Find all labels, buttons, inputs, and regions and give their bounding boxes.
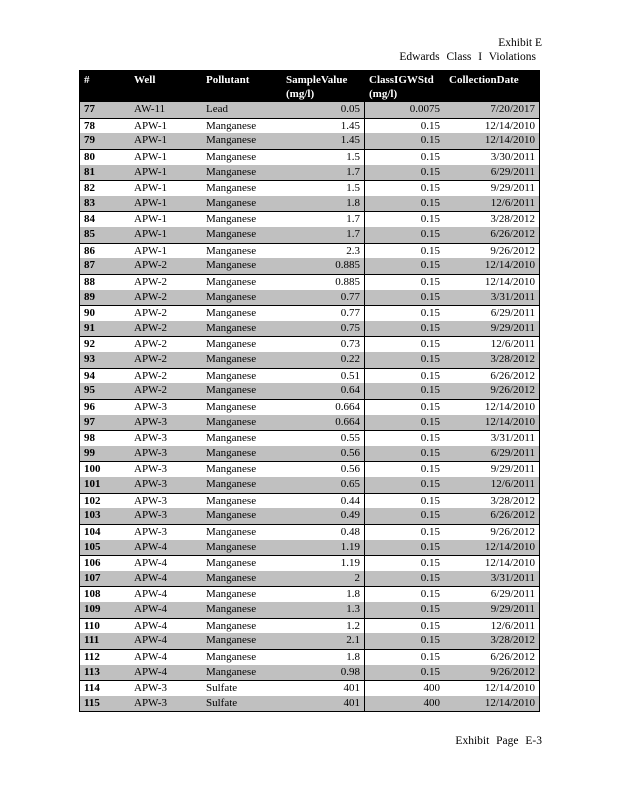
table-row	[80, 321, 539, 337]
collection-date: 3/30/2011	[490, 150, 535, 163]
table-row	[80, 540, 539, 556]
well-name: APW-1	[134, 150, 167, 163]
collection-date: 12/6/2011	[490, 478, 535, 490]
well-name: APW-2	[134, 307, 167, 320]
table-row	[80, 477, 539, 493]
class-std: 0.15	[420, 603, 440, 615]
row-number: 101	[84, 478, 101, 490]
well-name: APW-3	[134, 400, 167, 413]
row-number: 92	[84, 338, 95, 351]
well-name: APW-4	[134, 619, 167, 632]
pollutant: Manganese	[206, 119, 257, 132]
table-row	[80, 180, 539, 196]
table-row	[80, 196, 539, 212]
row-number: 114	[84, 682, 100, 695]
well-name: APW-1	[134, 228, 167, 240]
pollutant: Manganese	[206, 244, 257, 257]
row-number: 112	[84, 650, 100, 663]
row-number: 84	[84, 213, 95, 226]
sample-value: 1.7	[346, 213, 360, 226]
class-std: 0.15	[420, 244, 440, 257]
row-number: 91	[84, 321, 95, 334]
document-subtitle: Edwards Class I Violations	[399, 51, 536, 63]
pollutant: Manganese	[206, 478, 257, 490]
pollutant: Manganese	[206, 463, 257, 476]
row-number: 94	[84, 369, 95, 382]
row-number: 78	[84, 119, 95, 132]
collection-date: 3/31/2011	[490, 571, 535, 584]
well-name: AW-11	[134, 103, 166, 115]
pollutant: Manganese	[206, 384, 257, 397]
pollutant: Manganese	[206, 321, 257, 334]
table-body	[80, 102, 539, 711]
pollutant: Manganese	[206, 134, 257, 147]
pollutant: Manganese	[206, 275, 257, 288]
row-number: 96	[84, 400, 95, 413]
collection-date: 12/14/2010	[484, 134, 535, 147]
table-row	[80, 211, 539, 227]
well-name: APW-2	[134, 290, 167, 303]
row-number: 86	[84, 244, 95, 257]
class-std: 0.15	[420, 307, 440, 320]
sample-value: 1.8	[346, 650, 360, 663]
collection-date: 6/26/2012	[490, 509, 535, 522]
well-name: APW-2	[134, 353, 167, 365]
table-row	[80, 274, 539, 290]
well-name: APW-4	[134, 665, 167, 678]
collection-date: 12/14/2010	[484, 540, 535, 553]
collection-date: 7/20/2017	[490, 103, 535, 115]
well-name: APW-2	[134, 369, 167, 382]
collection-date: 9/29/2011	[490, 321, 535, 334]
pollutant: Manganese	[206, 196, 257, 209]
pollutant: Manganese	[206, 540, 257, 553]
row-number: 83	[84, 196, 95, 209]
sample-value: 401	[343, 696, 360, 709]
class-std: 0.15	[420, 650, 440, 663]
sample-value: 1.7	[346, 228, 360, 240]
class-std: 0.15	[420, 525, 440, 538]
class-std: 0.15	[420, 619, 440, 632]
collection-date: 12/14/2010	[484, 696, 535, 709]
pollutant: Manganese	[206, 525, 257, 538]
sample-value: 0.05	[340, 103, 360, 115]
pollutant: Manganese	[206, 338, 257, 351]
table-row	[80, 133, 539, 149]
pollutant: Manganese	[206, 650, 257, 663]
sample-value: 0.56	[340, 463, 360, 476]
sample-value: 0.51	[340, 369, 360, 382]
sample-value: 401	[343, 682, 360, 695]
collection-date: 6/26/2012	[490, 650, 535, 663]
table-row	[80, 571, 539, 587]
table-row	[80, 618, 539, 634]
exhibit-label: Exhibit E	[498, 37, 542, 49]
sample-value: 0.64	[340, 384, 360, 397]
table-row	[80, 352, 539, 368]
row-number: 99	[84, 446, 95, 459]
pollutant: Manganese	[206, 494, 257, 507]
collection-date: 3/28/2012	[490, 494, 535, 507]
row-number: 85	[84, 228, 95, 240]
row-number: 88	[84, 275, 95, 288]
col-header-class-std	[369, 73, 434, 101]
pollutant: Manganese	[206, 446, 257, 459]
table-row	[80, 258, 539, 274]
row-number: 89	[84, 290, 95, 303]
col-header-sample-value-l2: (mg/l)	[286, 88, 315, 100]
table-row	[80, 118, 539, 134]
col-header-class-std-l1: ClassIGWStd	[369, 74, 434, 86]
collection-date: 12/6/2011	[490, 196, 535, 209]
pollutant: Manganese	[206, 150, 257, 163]
pollutant: Manganese	[206, 432, 257, 445]
class-std: 0.15	[420, 400, 440, 413]
collection-date: 6/29/2011	[490, 446, 535, 459]
row-number: 81	[84, 165, 95, 178]
sample-value: 0.48	[340, 525, 360, 538]
sample-value: 1.19	[340, 540, 360, 553]
well-name: APW-4	[134, 571, 167, 584]
collection-date: 3/28/2012	[490, 634, 535, 647]
well-name: APW-3	[134, 432, 167, 445]
col-header-sample-value-l1: SampleValue	[286, 74, 348, 86]
table-row	[80, 430, 539, 446]
well-name: APW-4	[134, 650, 167, 663]
pollutant: Manganese	[206, 353, 257, 365]
table-row	[80, 649, 539, 665]
table-row	[80, 243, 539, 259]
well-name: APW-1	[134, 182, 167, 195]
well-name: APW-4	[134, 540, 167, 553]
collection-date: 12/6/2011	[490, 619, 535, 632]
well-name: APW-3	[134, 696, 167, 709]
collection-date: 9/29/2011	[490, 603, 535, 615]
sample-value: 0.98	[340, 665, 360, 678]
sample-value: 0.77	[340, 290, 360, 303]
well-name: APW-3	[134, 682, 167, 695]
row-number: 105	[84, 540, 101, 553]
row-number: 104	[84, 525, 101, 538]
row-number: 93	[84, 353, 95, 365]
table-row	[80, 461, 539, 477]
class-std: 0.15	[420, 384, 440, 397]
pollutant: Manganese	[206, 571, 257, 584]
sample-value: 0.44	[340, 494, 360, 507]
sample-value: 1.2	[346, 619, 360, 632]
table-header	[80, 70, 539, 102]
well-name: APW-1	[134, 244, 167, 257]
class-std: 0.15	[420, 588, 440, 601]
sample-value: 0.75	[340, 321, 360, 334]
table-row	[80, 602, 539, 618]
class-std: 0.15	[420, 446, 440, 459]
collection-date: 12/14/2010	[484, 415, 535, 428]
table-row	[80, 524, 539, 540]
collection-date: 3/28/2012	[490, 353, 535, 365]
sample-value: 2	[354, 571, 360, 584]
pollutant: Manganese	[206, 369, 257, 382]
class-std: 400	[423, 682, 440, 695]
pollutant: Sulfate	[206, 682, 238, 695]
col-header-class-std-l2: (mg/l)	[369, 88, 398, 100]
well-name: APW-1	[134, 134, 167, 147]
well-name: APW-2	[134, 384, 167, 397]
row-number: 110	[84, 619, 100, 632]
sample-value: 0.65	[340, 478, 360, 490]
pollutant: Manganese	[206, 307, 257, 320]
well-name: APW-4	[134, 588, 167, 601]
table-row	[80, 336, 539, 352]
class-std: 0.15	[420, 415, 440, 428]
pollutant: Manganese	[206, 213, 257, 226]
row-number: 102	[84, 494, 101, 507]
pollutant: Sulfate	[206, 696, 238, 709]
class-std: 0.15	[420, 338, 440, 351]
pollutant: Manganese	[206, 182, 257, 195]
sample-value: 0.22	[340, 353, 360, 365]
collection-date: 12/14/2010	[484, 275, 535, 288]
row-number: 82	[84, 182, 95, 195]
sample-value: 0.885	[335, 275, 360, 288]
table-row	[80, 555, 539, 571]
row-number: 111	[84, 634, 100, 647]
row-number: 108	[84, 588, 101, 601]
page-footer: Exhibit Page E-3	[455, 735, 542, 747]
sample-value: 0.885	[335, 259, 360, 272]
pollutant: Manganese	[206, 603, 257, 615]
table-row	[80, 368, 539, 384]
pollutant: Manganese	[206, 588, 257, 601]
class-std: 0.15	[420, 571, 440, 584]
well-name: APW-1	[134, 213, 167, 226]
sample-value: 2.1	[346, 634, 360, 647]
collection-date: 9/26/2012	[490, 384, 535, 397]
row-number: 107	[84, 571, 101, 584]
well-name: APW-1	[134, 165, 167, 178]
table-row	[80, 149, 539, 165]
class-std: 0.15	[420, 353, 440, 365]
collection-date: 9/29/2011	[490, 182, 535, 195]
class-std: 0.15	[420, 119, 440, 132]
sample-value: 1.19	[340, 557, 360, 570]
sample-value: 0.664	[335, 400, 360, 413]
class-std: 0.15	[420, 196, 440, 209]
sample-value: 1.5	[346, 150, 360, 163]
table-row	[80, 227, 539, 243]
class-std: 0.15	[420, 213, 440, 226]
row-number: 87	[84, 259, 95, 272]
row-number: 115	[84, 696, 100, 709]
col-header-well: Well	[134, 74, 156, 86]
col-header-date: CollectionDate	[449, 74, 519, 86]
collection-date: 6/29/2011	[490, 165, 535, 178]
class-std: 0.15	[420, 665, 440, 678]
violations-table	[79, 70, 540, 712]
row-number: 77	[84, 103, 95, 115]
row-number: 98	[84, 432, 95, 445]
collection-date: 9/26/2012	[490, 665, 535, 678]
col-header-number: #	[84, 74, 90, 86]
well-name: APW-3	[134, 494, 167, 507]
class-std: 0.15	[420, 134, 440, 147]
sample-value: 1.5	[346, 182, 360, 195]
class-std: 0.15	[420, 228, 440, 240]
well-name: APW-3	[134, 478, 167, 490]
collection-date: 12/6/2011	[490, 338, 535, 351]
collection-date: 9/26/2012	[490, 525, 535, 538]
sample-value: 1.8	[346, 588, 360, 601]
sample-value: 0.664	[335, 415, 360, 428]
table-row	[80, 415, 539, 431]
table-row	[80, 493, 539, 509]
collection-date: 12/14/2010	[484, 557, 535, 570]
class-std: 0.15	[420, 432, 440, 445]
pollutant: Manganese	[206, 290, 257, 303]
well-name: APW-1	[134, 119, 167, 132]
collection-date: 6/29/2011	[490, 588, 535, 601]
well-name: APW-2	[134, 338, 167, 351]
well-name: APW-3	[134, 509, 167, 522]
collection-date: 3/28/2012	[490, 213, 535, 226]
sample-value: 0.55	[340, 432, 360, 445]
class-std: 0.15	[420, 634, 440, 647]
class-std: 0.15	[420, 540, 440, 553]
well-name: APW-3	[134, 525, 167, 538]
column-divider	[364, 102, 365, 711]
row-number: 79	[84, 134, 95, 147]
pollutant: Manganese	[206, 509, 257, 522]
well-name: APW-3	[134, 446, 167, 459]
collection-date: 6/29/2011	[490, 307, 535, 320]
table-row	[80, 102, 539, 118]
well-name: APW-4	[134, 557, 167, 570]
collection-date: 9/29/2011	[490, 463, 535, 476]
class-std: 0.15	[420, 463, 440, 476]
well-name: APW-3	[134, 463, 167, 476]
well-name: APW-2	[134, 321, 167, 334]
class-std: 0.15	[420, 290, 440, 303]
col-header-pollutant: Pollutant	[206, 74, 250, 86]
row-number: 113	[84, 665, 100, 678]
table-row	[80, 165, 539, 181]
pollutant: Manganese	[206, 259, 257, 272]
well-name: APW-2	[134, 259, 167, 272]
table-row	[80, 305, 539, 321]
class-std: 0.15	[420, 509, 440, 522]
collection-date: 12/14/2010	[484, 400, 535, 413]
sample-value: 1.3	[346, 603, 360, 615]
class-std: 0.15	[420, 478, 440, 490]
pollutant: Manganese	[206, 228, 257, 240]
sample-value: 1.8	[346, 196, 360, 209]
table-row	[80, 383, 539, 399]
sample-value: 0.56	[340, 446, 360, 459]
collection-date: 3/31/2011	[490, 432, 535, 445]
row-number: 80	[84, 150, 95, 163]
sample-value: 1.45	[340, 119, 360, 132]
collection-date: 3/31/2011	[490, 290, 535, 303]
col-header-sample-value	[286, 73, 347, 101]
table-row	[80, 665, 539, 681]
collection-date: 6/26/2012	[490, 228, 535, 240]
well-name: APW-4	[134, 603, 167, 615]
class-std: 0.15	[420, 275, 440, 288]
collection-date: 12/14/2010	[484, 682, 535, 695]
row-number: 90	[84, 307, 95, 320]
well-name: APW-4	[134, 634, 167, 647]
table-row	[80, 290, 539, 306]
class-std: 0.15	[420, 321, 440, 334]
class-std: 400	[423, 696, 440, 709]
row-number: 97	[84, 415, 95, 428]
sample-value: 1.7	[346, 165, 360, 178]
class-std: 0.15	[420, 182, 440, 195]
class-std: 0.15	[420, 150, 440, 163]
sample-value: 0.73	[340, 338, 360, 351]
collection-date: 12/14/2010	[484, 259, 535, 272]
table-row	[80, 696, 539, 712]
pollutant: Manganese	[206, 165, 257, 178]
pollutant: Manganese	[206, 634, 257, 647]
class-std: 0.15	[420, 557, 440, 570]
table-row	[80, 399, 539, 415]
collection-date: 6/26/2012	[490, 369, 535, 382]
collection-date: 9/26/2012	[490, 244, 535, 257]
well-name: APW-3	[134, 415, 167, 428]
row-number: 95	[84, 384, 95, 397]
pollutant: Manganese	[206, 557, 257, 570]
table-row	[80, 633, 539, 649]
class-std: 0.15	[420, 165, 440, 178]
pollutant: Lead	[206, 103, 228, 115]
table-row	[80, 508, 539, 524]
sample-value: 0.49	[340, 509, 360, 522]
collection-date: 12/14/2010	[484, 119, 535, 132]
row-number: 103	[84, 509, 101, 522]
sample-value: 2.3	[346, 244, 360, 257]
well-name: APW-1	[134, 196, 167, 209]
class-std: 0.15	[420, 259, 440, 272]
row-number: 109	[84, 603, 101, 615]
pollutant: Manganese	[206, 415, 257, 428]
row-number: 106	[84, 557, 101, 570]
pollutant: Manganese	[206, 400, 257, 413]
table-row	[80, 680, 539, 696]
row-number: 100	[84, 463, 101, 476]
table-row	[80, 586, 539, 602]
sample-value: 1.45	[340, 134, 360, 147]
class-std: 0.0075	[409, 103, 440, 115]
sample-value: 0.77	[340, 307, 360, 320]
class-std: 0.15	[420, 494, 440, 507]
class-std: 0.15	[420, 369, 440, 382]
pollutant: Manganese	[206, 665, 257, 678]
table-row	[80, 446, 539, 462]
pollutant: Manganese	[206, 619, 257, 632]
well-name: APW-2	[134, 275, 167, 288]
